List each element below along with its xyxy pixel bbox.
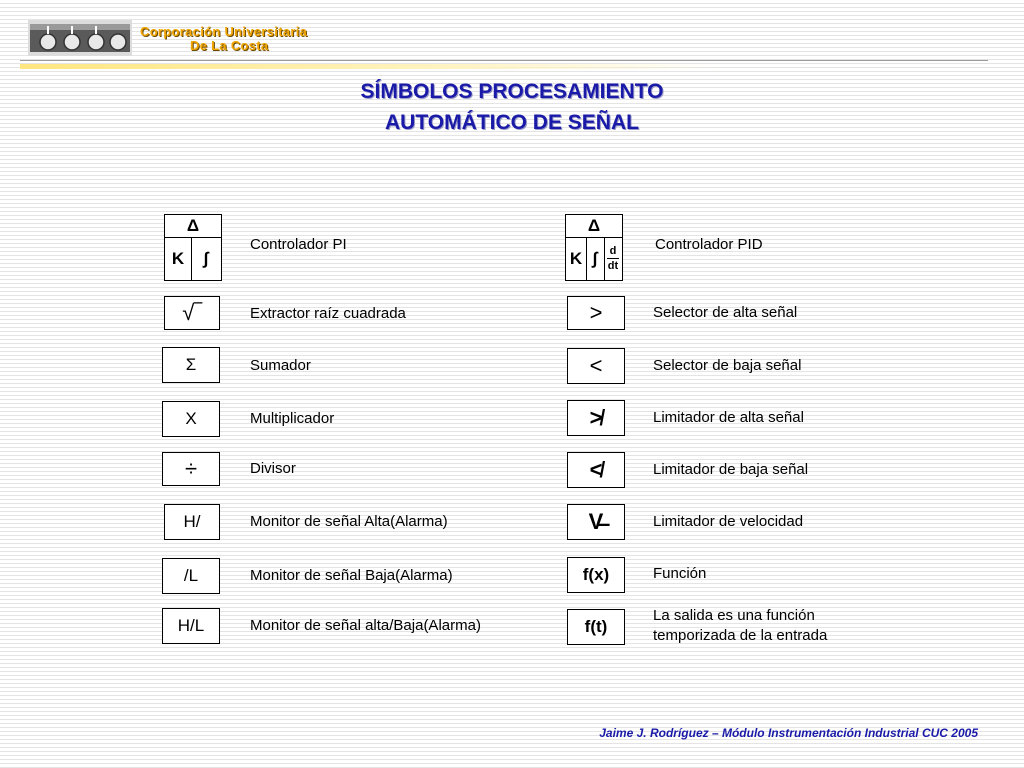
low-limiter-symbol [567,452,625,488]
university-logo-icon [28,20,132,56]
high-limiter-label: Limitador de alta señal [653,409,804,426]
summer-symbol [162,347,220,383]
high-limiter-symbol [567,400,625,436]
greater-than-glyph: > [589,300,603,325]
square-root-label: Extractor raíz cuadrada [250,305,406,322]
velocity-limit-glyph: V̶ [588,509,604,534]
time-function-label [653,606,827,646]
org-line-2: De La Costa [190,38,269,53]
pi-controller-symbol [164,214,222,281]
organization-name [140,25,307,53]
divider-label: Divisor [250,460,296,477]
not-less-glyph: ≮ [589,457,603,482]
not-greater-glyph: ≯ [589,405,603,430]
multiply-glyph: X [185,409,197,428]
low-monitor-glyph: /L [183,566,199,585]
function-glyph: f(x) [582,565,610,584]
function-label: Función [653,565,707,582]
page-title [0,76,1024,138]
derivative-denominator: dt [607,260,619,272]
low-selector-label: Selector de baja señal [653,357,802,374]
header-divider [20,60,988,61]
high-selector-symbol [567,296,625,330]
org-line-1: Corporación Universitaria [140,24,308,39]
derivative-cell [604,237,622,280]
high-selector-label: Selector de alta señal [653,304,798,321]
footer-credit: Jaime J. Rodríguez – Módulo Instrumentación Industrial CUC 2005 [599,726,978,740]
title-line-2: AUTOMÁTICO DE SEÑAL [385,111,639,134]
k-glyph: K [165,237,192,280]
high-low-monitor-label: Monitor de señal alta/Baja(Alarma) [250,617,481,634]
high-low-monitor-glyph: H/L [177,616,205,635]
high-monitor-symbol [164,504,220,540]
integral-glyph: ∫ [203,248,209,268]
derivative-numerator: d [609,245,617,257]
square-root-symbol [164,296,220,330]
pid-controller-label: Controlador PID [655,236,763,253]
title-line-1: SÍMBOLOS PROCESAMIENTO [360,80,664,103]
summer-label: Sumador [250,357,311,374]
high-low-monitor-symbol [162,608,220,644]
low-monitor-symbol [162,558,220,594]
sigma-glyph: Σ [185,355,197,374]
multiplier-symbol [162,401,220,437]
header-accent-bar [20,64,720,69]
function-symbol [567,557,625,593]
pid-controller-symbol [565,214,623,281]
delta-glyph: Δ [566,215,622,238]
fraction-bar [607,258,619,259]
velocity-limiter-symbol [567,504,625,540]
time-function-symbol [567,609,625,645]
divider-symbol [162,452,220,486]
k-glyph: K [566,237,587,280]
multiplier-label: Multiplicador [250,410,335,427]
high-monitor-glyph: H/ [183,512,201,531]
less-than-glyph: < [589,353,603,378]
low-limiter-label: Limitador de baja señal [653,461,809,478]
velocity-limiter-label: Limitador de velocidad [653,513,804,530]
derivative-fraction [607,245,619,272]
divide-glyph: ÷ [184,456,198,481]
low-monitor-label: Monitor de señal Baja(Alarma) [250,567,453,584]
time-function-label-line-1: La salida es una función [653,607,815,624]
low-selector-symbol [567,348,625,384]
pi-controller-label: Controlador PI [250,236,347,253]
high-monitor-label: Monitor de señal Alta(Alarma) [250,513,448,530]
time-function-glyph: f(t) [584,617,608,636]
square-root-glyph: √‾ [182,300,202,325]
integral-glyph: ∫ [586,237,605,280]
time-function-label-line-2: temporizada de la entrada [653,627,828,644]
delta-glyph: Δ [165,215,221,238]
